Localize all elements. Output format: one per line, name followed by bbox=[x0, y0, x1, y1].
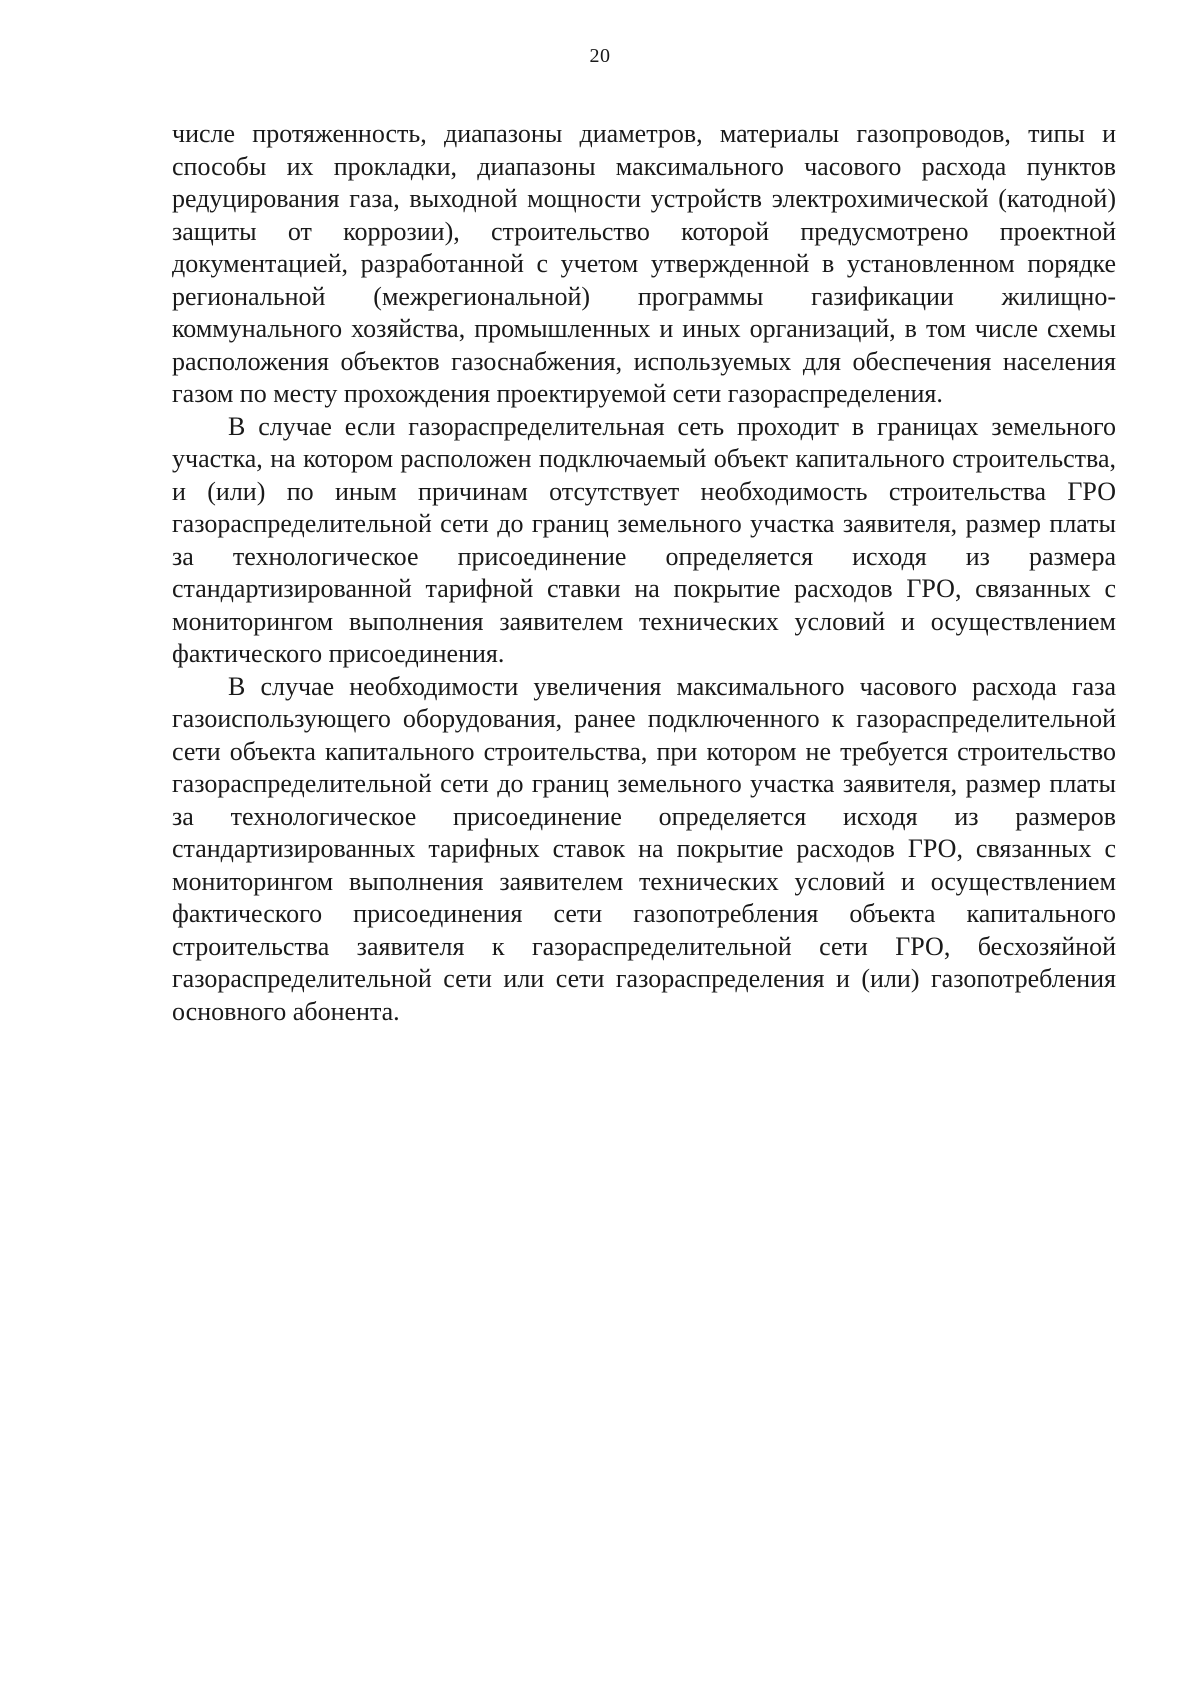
page-number: 20 bbox=[589, 45, 611, 67]
document-body bbox=[172, 118, 1116, 1028]
paragraph-increase-max-hourly-consumption: В случае необходимости увеличения максимального часового расхода газа газоиспользующего оборудования, ранее подключенного к газораспределительной сети объекта капитального строительства, при котором не требуется строительство газораспределительной сети до границ земельного участка заявителя, размер платы за технологическое присоединение определяется исходя из размеров стандартизированных тарифных ставок на покрытие расходов ГРО, связанных с мониторингом выполнения заявителем технических условий и осуществлением фактического присоединения сети газопотребления объекта капитального строительства заявителя к газораспределительной сети ГРО, бесхозяйной газораспределительной сети или сети газораспределения и (или) газопотребления основного абонента. bbox=[172, 671, 1116, 1026]
paragraph-continuation: числе протяженность, диапазоны диаметров, материалы газопроводов, типы и способы их прокладки, диапазоны максимального часового расхода пунктов редуцирования газа, выходной мощности устройств электрохимической (катодной) защиты от коррозии), строительство которой предусмотрено проектной документацией, разработанной с учетом утвержденной в установленном порядке региональной (межрегиональной) программы газификации жилищно-коммунального хозяйства, промышленных и иных организаций, в том числе схемы расположения объектов газоснабжения, используемых для обеспечения населения газом по месту прохождения проектируемой сети газораспределения. bbox=[172, 119, 1116, 408]
paragraph-gas-network-within-plot: В случае если газораспределительная сеть проходит в границах земельного участка, на котором расположен подключаемый объект капитального строительства, и (или) по иным причинам отсутствует необходимость строительства ГРО газораспределительной сети до границ земельного участка заявителя, размер платы за технологическое присоединение определяется исходя из размера стандартизированной тарифной ставки на покрытие расходов ГРО, связанных с мониторингом выполнения заявителем технических условий и осуществлением фактического присоединения. bbox=[172, 411, 1116, 668]
